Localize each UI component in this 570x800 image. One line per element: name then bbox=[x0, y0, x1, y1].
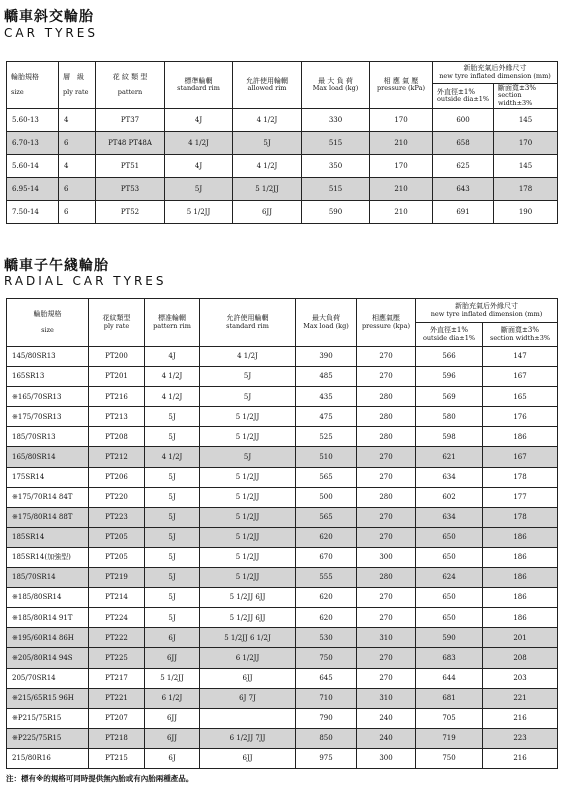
cell-section-width: 216 bbox=[483, 708, 558, 728]
cell-load: 500 bbox=[296, 487, 357, 507]
footnote: 注：標有※的規格可同時提供無內胎或有內胎兩種產品。 bbox=[6, 774, 194, 783]
cell-pattern: PT205 bbox=[89, 527, 145, 547]
cell-rim: 5J bbox=[145, 527, 200, 547]
cell-pattern: PT53 bbox=[96, 177, 165, 200]
cell-ply: 6 bbox=[59, 177, 96, 200]
cell-outside-dia: 691 bbox=[433, 200, 494, 223]
radial-col-dimension: 新胎充氣后外緣尺寸 new tyre inflated dimension (mm) bbox=[416, 299, 558, 323]
radial-table-row bbox=[7, 527, 558, 547]
cell-pressure: 280 bbox=[357, 568, 416, 588]
cell-pattern: PT218 bbox=[89, 728, 145, 748]
radial-table-row bbox=[7, 547, 558, 567]
car-table-row bbox=[7, 154, 558, 177]
cell-section-width: 190 bbox=[494, 200, 558, 223]
cell-ply: 4 bbox=[59, 154, 96, 177]
cell-pressure: 280 bbox=[357, 487, 416, 507]
cell-pattern: PT208 bbox=[89, 427, 145, 447]
cell-allowed-rim: 5 1/2JJ bbox=[200, 507, 296, 527]
cell-outside-dia: 644 bbox=[416, 668, 483, 688]
cell-allowed-rim: 4 1/2J bbox=[200, 347, 296, 367]
cell-pattern: PT224 bbox=[89, 608, 145, 628]
radial-table-row bbox=[7, 668, 558, 688]
cell-size: ※175/70SR13 bbox=[7, 407, 89, 427]
cell-rim: 5J bbox=[145, 427, 200, 447]
cell-load: 790 bbox=[296, 708, 357, 728]
cell-outside-dia: 705 bbox=[416, 708, 483, 728]
cell-pressure: 270 bbox=[357, 608, 416, 628]
radial-col-pattern: 花紋類型 ply rate bbox=[89, 299, 145, 347]
cell-pressure: 270 bbox=[357, 588, 416, 608]
cell-rim: 5 1/2JJ bbox=[165, 200, 233, 223]
cell-load: 330 bbox=[302, 108, 370, 131]
radial-table-row bbox=[7, 688, 558, 708]
cell-load: 750 bbox=[296, 648, 357, 668]
cell-pattern: PT215 bbox=[89, 748, 145, 768]
cell-section-width: 176 bbox=[483, 407, 558, 427]
cell-pattern: PT201 bbox=[89, 367, 145, 387]
car-tyres-table bbox=[6, 61, 558, 224]
cell-pressure: 270 bbox=[357, 447, 416, 467]
radial-col-max-load: 最大負荷 Max load (kg) bbox=[296, 299, 357, 347]
radial-table-row bbox=[7, 728, 558, 748]
cell-outside-dia: 600 bbox=[433, 108, 494, 131]
cell-size: 185SR14(加強型) bbox=[7, 547, 89, 567]
cell-size: 205/70SR14 bbox=[7, 668, 89, 688]
cell-section-width: 221 bbox=[483, 688, 558, 708]
radial-table-row bbox=[7, 648, 558, 668]
cell-size: 185/70SR14 bbox=[7, 568, 89, 588]
cell-outside-dia: 598 bbox=[416, 427, 483, 447]
radial-table-row bbox=[7, 467, 558, 487]
cell-pattern: PT48 PT48A bbox=[96, 131, 165, 154]
cell-pressure: 280 bbox=[357, 407, 416, 427]
cell-load: 565 bbox=[296, 467, 357, 487]
car-col-rim: 標準輪輞 standard rim bbox=[165, 62, 233, 109]
cell-load: 565 bbox=[296, 507, 357, 527]
cell-section-width: 186 bbox=[483, 427, 558, 447]
cell-pattern: PT205 bbox=[89, 547, 145, 567]
cell-rim: 5J bbox=[145, 547, 200, 567]
cell-pattern: PT225 bbox=[89, 648, 145, 668]
cell-size: 215/80R16 bbox=[7, 748, 89, 768]
cell-rim: 5J bbox=[145, 588, 200, 608]
cell-allowed-rim: 4 1/2J bbox=[233, 108, 302, 131]
car-tyres-title-en: CAR TYRES bbox=[4, 26, 98, 40]
cell-rim: 4J bbox=[165, 108, 233, 131]
cell-rim: 5J bbox=[145, 467, 200, 487]
cell-size: ※P215/75R15 bbox=[7, 708, 89, 728]
cell-outside-dia: 650 bbox=[416, 527, 483, 547]
cell-size: ※185/80SR14 bbox=[7, 588, 89, 608]
cell-pressure: 270 bbox=[357, 467, 416, 487]
cell-rim: 4 1/2J bbox=[165, 131, 233, 154]
cell-pattern: PT200 bbox=[89, 347, 145, 367]
cell-allowed-rim: 5 1/2JJ bbox=[200, 547, 296, 567]
radial-col-outside-dia: 外直徑±1% outside dia±1% bbox=[416, 323, 483, 347]
cell-allowed-rim bbox=[200, 708, 296, 728]
cell-allowed-rim: 6JJ bbox=[233, 200, 302, 223]
cell-pattern: PT212 bbox=[89, 447, 145, 467]
cell-allowed-rim: 5 1/2JJ bbox=[200, 527, 296, 547]
cell-outside-dia: 681 bbox=[416, 688, 483, 708]
cell-allowed-rim: 6 1/2JJ bbox=[200, 648, 296, 668]
cell-section-width: 177 bbox=[483, 487, 558, 507]
cell-section-width: 178 bbox=[483, 507, 558, 527]
cell-pattern: PT207 bbox=[89, 708, 145, 728]
cell-load: 620 bbox=[296, 608, 357, 628]
cell-size: 6.70-13 bbox=[7, 131, 59, 154]
cell-load: 390 bbox=[296, 347, 357, 367]
cell-pattern: PT219 bbox=[89, 568, 145, 588]
cell-outside-dia: 590 bbox=[416, 628, 483, 648]
cell-size: ※205/80R14 94S bbox=[7, 648, 89, 668]
cell-allowed-rim: 4 1/2J bbox=[233, 154, 302, 177]
cell-outside-dia: 719 bbox=[416, 728, 483, 748]
cell-size: 165SR13 bbox=[7, 367, 89, 387]
cell-outside-dia: 596 bbox=[416, 367, 483, 387]
cell-outside-dia: 650 bbox=[416, 588, 483, 608]
cell-load: 620 bbox=[296, 588, 357, 608]
cell-pressure: 210 bbox=[370, 131, 433, 154]
cell-allowed-rim: 5 1/2JJ bbox=[200, 407, 296, 427]
cell-rim: 5 1/2JJ bbox=[145, 668, 200, 688]
radial-tyres-title-en: RADIAL CAR TYRES bbox=[4, 274, 167, 288]
car-col-outside-dia: 外直徑±1% outside dia±1% bbox=[433, 84, 494, 109]
cell-load: 850 bbox=[296, 728, 357, 748]
radial-col-rim: 標准輪輞 pattern rim bbox=[145, 299, 200, 347]
radial-tyres-table bbox=[6, 298, 558, 769]
cell-pattern: PT52 bbox=[96, 200, 165, 223]
car-col-ply: 層 級 ply rate bbox=[59, 62, 96, 109]
cell-size: ※195/60R14 86H bbox=[7, 628, 89, 648]
radial-col-section-width: 斷面寬±3% section width±3% bbox=[483, 323, 558, 347]
cell-section-width: 167 bbox=[483, 367, 558, 387]
cell-pressure: 210 bbox=[370, 200, 433, 223]
radial-table-row bbox=[7, 447, 558, 467]
cell-size: 6.95-14 bbox=[7, 177, 59, 200]
cell-load: 475 bbox=[296, 407, 357, 427]
cell-section-width: 165 bbox=[483, 387, 558, 407]
cell-section-width: 223 bbox=[483, 728, 558, 748]
cell-section-width: 147 bbox=[483, 347, 558, 367]
cell-size: 7.50-14 bbox=[7, 200, 59, 223]
cell-pattern: PT213 bbox=[89, 407, 145, 427]
cell-pattern: PT220 bbox=[89, 487, 145, 507]
cell-pattern: PT223 bbox=[89, 507, 145, 527]
radial-table-row bbox=[7, 367, 558, 387]
cell-section-width: 208 bbox=[483, 648, 558, 668]
car-col-pressure: 相 應 氣 壓 pressure (kPa) bbox=[370, 62, 433, 109]
cell-rim: 6J bbox=[145, 748, 200, 768]
cell-pattern: PT214 bbox=[89, 588, 145, 608]
cell-allowed-rim: 5 1/2JJ 6JJ bbox=[200, 588, 296, 608]
cell-outside-dia: 625 bbox=[433, 154, 494, 177]
cell-pressure: 280 bbox=[357, 427, 416, 447]
cell-allowed-rim: 6 1/2JJ 7JJ bbox=[200, 728, 296, 748]
cell-allowed-rim: 5 1/2JJ bbox=[200, 467, 296, 487]
cell-rim: 6JJ bbox=[145, 728, 200, 748]
cell-rim: 4J bbox=[145, 347, 200, 367]
cell-pressure: 270 bbox=[357, 648, 416, 668]
cell-rim: 5J bbox=[145, 407, 200, 427]
radial-table-row bbox=[7, 427, 558, 447]
cell-allowed-rim: 6JJ bbox=[200, 748, 296, 768]
car-table-row bbox=[7, 131, 558, 154]
cell-load: 350 bbox=[302, 154, 370, 177]
car-table-row bbox=[7, 177, 558, 200]
cell-pressure: 310 bbox=[357, 688, 416, 708]
radial-table-row bbox=[7, 407, 558, 427]
cell-outside-dia: 643 bbox=[433, 177, 494, 200]
cell-rim: 5J bbox=[145, 487, 200, 507]
cell-pressure: 240 bbox=[357, 708, 416, 728]
cell-load: 555 bbox=[296, 568, 357, 588]
cell-rim: 6JJ bbox=[145, 648, 200, 668]
cell-load: 525 bbox=[296, 427, 357, 447]
cell-section-width: 145 bbox=[494, 154, 558, 177]
cell-rim: 5J bbox=[145, 507, 200, 527]
radial-table-row bbox=[7, 628, 558, 648]
radial-table-row bbox=[7, 608, 558, 628]
cell-load: 710 bbox=[296, 688, 357, 708]
cell-rim: 4 1/2J bbox=[145, 367, 200, 387]
cell-pressure: 270 bbox=[357, 527, 416, 547]
cell-section-width: 178 bbox=[494, 177, 558, 200]
radial-table-row bbox=[7, 568, 558, 588]
cell-allowed-rim: 5J bbox=[200, 387, 296, 407]
cell-size: 185SR14 bbox=[7, 527, 89, 547]
radial-table-row bbox=[7, 347, 558, 367]
cell-outside-dia: 566 bbox=[416, 347, 483, 367]
cell-pattern: PT51 bbox=[96, 154, 165, 177]
cell-rim: 4 1/2J bbox=[145, 387, 200, 407]
cell-pressure: 280 bbox=[357, 387, 416, 407]
cell-ply: 6 bbox=[59, 200, 96, 223]
cell-ply: 4 bbox=[59, 108, 96, 131]
cell-load: 620 bbox=[296, 527, 357, 547]
cell-section-width: 216 bbox=[483, 748, 558, 768]
cell-outside-dia: 624 bbox=[416, 568, 483, 588]
car-table-row bbox=[7, 200, 558, 223]
cell-load: 435 bbox=[296, 387, 357, 407]
cell-section-width: 186 bbox=[483, 547, 558, 567]
radial-table-row bbox=[7, 588, 558, 608]
cell-load: 590 bbox=[302, 200, 370, 223]
cell-rim: 6JJ bbox=[145, 708, 200, 728]
cell-section-width: 170 bbox=[494, 131, 558, 154]
cell-pressure: 270 bbox=[357, 367, 416, 387]
car-col-size: 輪胎規格 size bbox=[7, 62, 59, 109]
cell-pressure: 170 bbox=[370, 108, 433, 131]
cell-outside-dia: 650 bbox=[416, 608, 483, 628]
cell-section-width: 186 bbox=[483, 608, 558, 628]
cell-rim: 4 1/2J bbox=[145, 447, 200, 467]
cell-pressure: 270 bbox=[357, 507, 416, 527]
cell-pressure: 310 bbox=[357, 628, 416, 648]
cell-outside-dia: 750 bbox=[416, 748, 483, 768]
radial-table-row bbox=[7, 487, 558, 507]
cell-section-width: 167 bbox=[483, 447, 558, 467]
car-table-row bbox=[7, 108, 558, 131]
cell-pressure: 300 bbox=[357, 547, 416, 567]
radial-table-row bbox=[7, 708, 558, 728]
car-col-section-width: 斷面寬±3% section width±3% bbox=[494, 84, 558, 109]
cell-size: ※215/65R15 96H bbox=[7, 688, 89, 708]
cell-pattern: PT217 bbox=[89, 668, 145, 688]
cell-ply: 6 bbox=[59, 131, 96, 154]
cell-size: ※175/70R14 84T bbox=[7, 487, 89, 507]
cell-allowed-rim: 5 1/2JJ bbox=[233, 177, 302, 200]
cell-allowed-rim: 5 1/2JJ bbox=[200, 487, 296, 507]
cell-load: 670 bbox=[296, 547, 357, 567]
cell-size: ※185/80R14 91T bbox=[7, 608, 89, 628]
car-col-allowed-rim: 允許使用輪輞 allowed rim bbox=[233, 62, 302, 109]
cell-pressure: 240 bbox=[357, 728, 416, 748]
cell-pattern: PT37 bbox=[96, 108, 165, 131]
cell-load: 975 bbox=[296, 748, 357, 768]
cell-allowed-rim: 5J bbox=[200, 367, 296, 387]
radial-table-row bbox=[7, 387, 558, 407]
radial-col-allowed-rim: 允許使用輪輞 standard rim bbox=[200, 299, 296, 347]
cell-outside-dia: 569 bbox=[416, 387, 483, 407]
cell-allowed-rim: 6JJ bbox=[200, 668, 296, 688]
cell-pattern: PT216 bbox=[89, 387, 145, 407]
radial-table-row bbox=[7, 507, 558, 527]
cell-outside-dia: 634 bbox=[416, 507, 483, 527]
radial-table-row bbox=[7, 748, 558, 768]
cell-outside-dia: 650 bbox=[416, 547, 483, 567]
cell-rim: 6 1/2J bbox=[145, 688, 200, 708]
cell-pressure: 270 bbox=[357, 668, 416, 688]
cell-allowed-rim: 5 1/2JJ bbox=[200, 568, 296, 588]
cell-rim: 6J bbox=[145, 628, 200, 648]
radial-col-size: 輪胎規格 size bbox=[7, 299, 89, 347]
cell-section-width: 186 bbox=[483, 568, 558, 588]
cell-rim: 5J bbox=[145, 568, 200, 588]
cell-size: 185/70SR13 bbox=[7, 427, 89, 447]
cell-allowed-rim: 5J bbox=[200, 447, 296, 467]
cell-allowed-rim: 5 1/2JJ 6 1/2J bbox=[200, 628, 296, 648]
cell-section-width: 178 bbox=[483, 467, 558, 487]
cell-pressure: 170 bbox=[370, 154, 433, 177]
cell-rim: 5J bbox=[145, 608, 200, 628]
cell-allowed-rim: 5J bbox=[233, 131, 302, 154]
cell-allowed-rim: 5 1/2JJ bbox=[200, 427, 296, 447]
cell-section-width: 186 bbox=[483, 527, 558, 547]
car-col-pattern: 花 紋 類 型 pattern bbox=[96, 62, 165, 109]
cell-pressure: 300 bbox=[357, 748, 416, 768]
cell-rim: 4J bbox=[165, 154, 233, 177]
cell-section-width: 203 bbox=[483, 668, 558, 688]
cell-size: ※165/70SR13 bbox=[7, 387, 89, 407]
car-col-max-load: 最 大 負 荷 Max load (kg) bbox=[302, 62, 370, 109]
cell-size: 5.60-14 bbox=[7, 154, 59, 177]
car-col-dimension: 新胎充氣后外緣尺寸 new tyre inflated dimension (mm) bbox=[433, 62, 558, 84]
cell-load: 510 bbox=[296, 447, 357, 467]
cell-pattern: PT222 bbox=[89, 628, 145, 648]
cell-size: 5.60-13 bbox=[7, 108, 59, 131]
cell-load: 645 bbox=[296, 668, 357, 688]
cell-load: 530 bbox=[296, 628, 357, 648]
cell-outside-dia: 602 bbox=[416, 487, 483, 507]
radial-col-pressure: 相應氣壓 pressure (kpa) bbox=[357, 299, 416, 347]
cell-load: 485 bbox=[296, 367, 357, 387]
car-tyres-title-cn: 轎車斜交輪胎 bbox=[4, 9, 94, 25]
cell-size: 175SR14 bbox=[7, 467, 89, 487]
cell-section-width: 201 bbox=[483, 628, 558, 648]
cell-pressure: 210 bbox=[370, 177, 433, 200]
cell-outside-dia: 683 bbox=[416, 648, 483, 668]
cell-outside-dia: 634 bbox=[416, 467, 483, 487]
cell-load: 515 bbox=[302, 177, 370, 200]
radial-tyres-title-cn: 轎車子午綫輪胎 bbox=[4, 258, 109, 274]
cell-rim: 5J bbox=[165, 177, 233, 200]
cell-size: ※175/80R14 88T bbox=[7, 507, 89, 527]
cell-size: 145/80SR13 bbox=[7, 347, 89, 367]
cell-allowed-rim: 5 1/2JJ 6JJ bbox=[200, 608, 296, 628]
cell-load: 515 bbox=[302, 131, 370, 154]
cell-outside-dia: 621 bbox=[416, 447, 483, 467]
cell-outside-dia: 658 bbox=[433, 131, 494, 154]
cell-size: 165/80SR14 bbox=[7, 447, 89, 467]
cell-section-width: 186 bbox=[483, 588, 558, 608]
cell-size: ※P225/75R15 bbox=[7, 728, 89, 748]
cell-section-width: 145 bbox=[494, 108, 558, 131]
cell-pressure: 270 bbox=[357, 347, 416, 367]
cell-pattern: PT206 bbox=[89, 467, 145, 487]
cell-allowed-rim: 6J 7J bbox=[200, 688, 296, 708]
cell-pattern: PT221 bbox=[89, 688, 145, 708]
cell-outside-dia: 580 bbox=[416, 407, 483, 427]
